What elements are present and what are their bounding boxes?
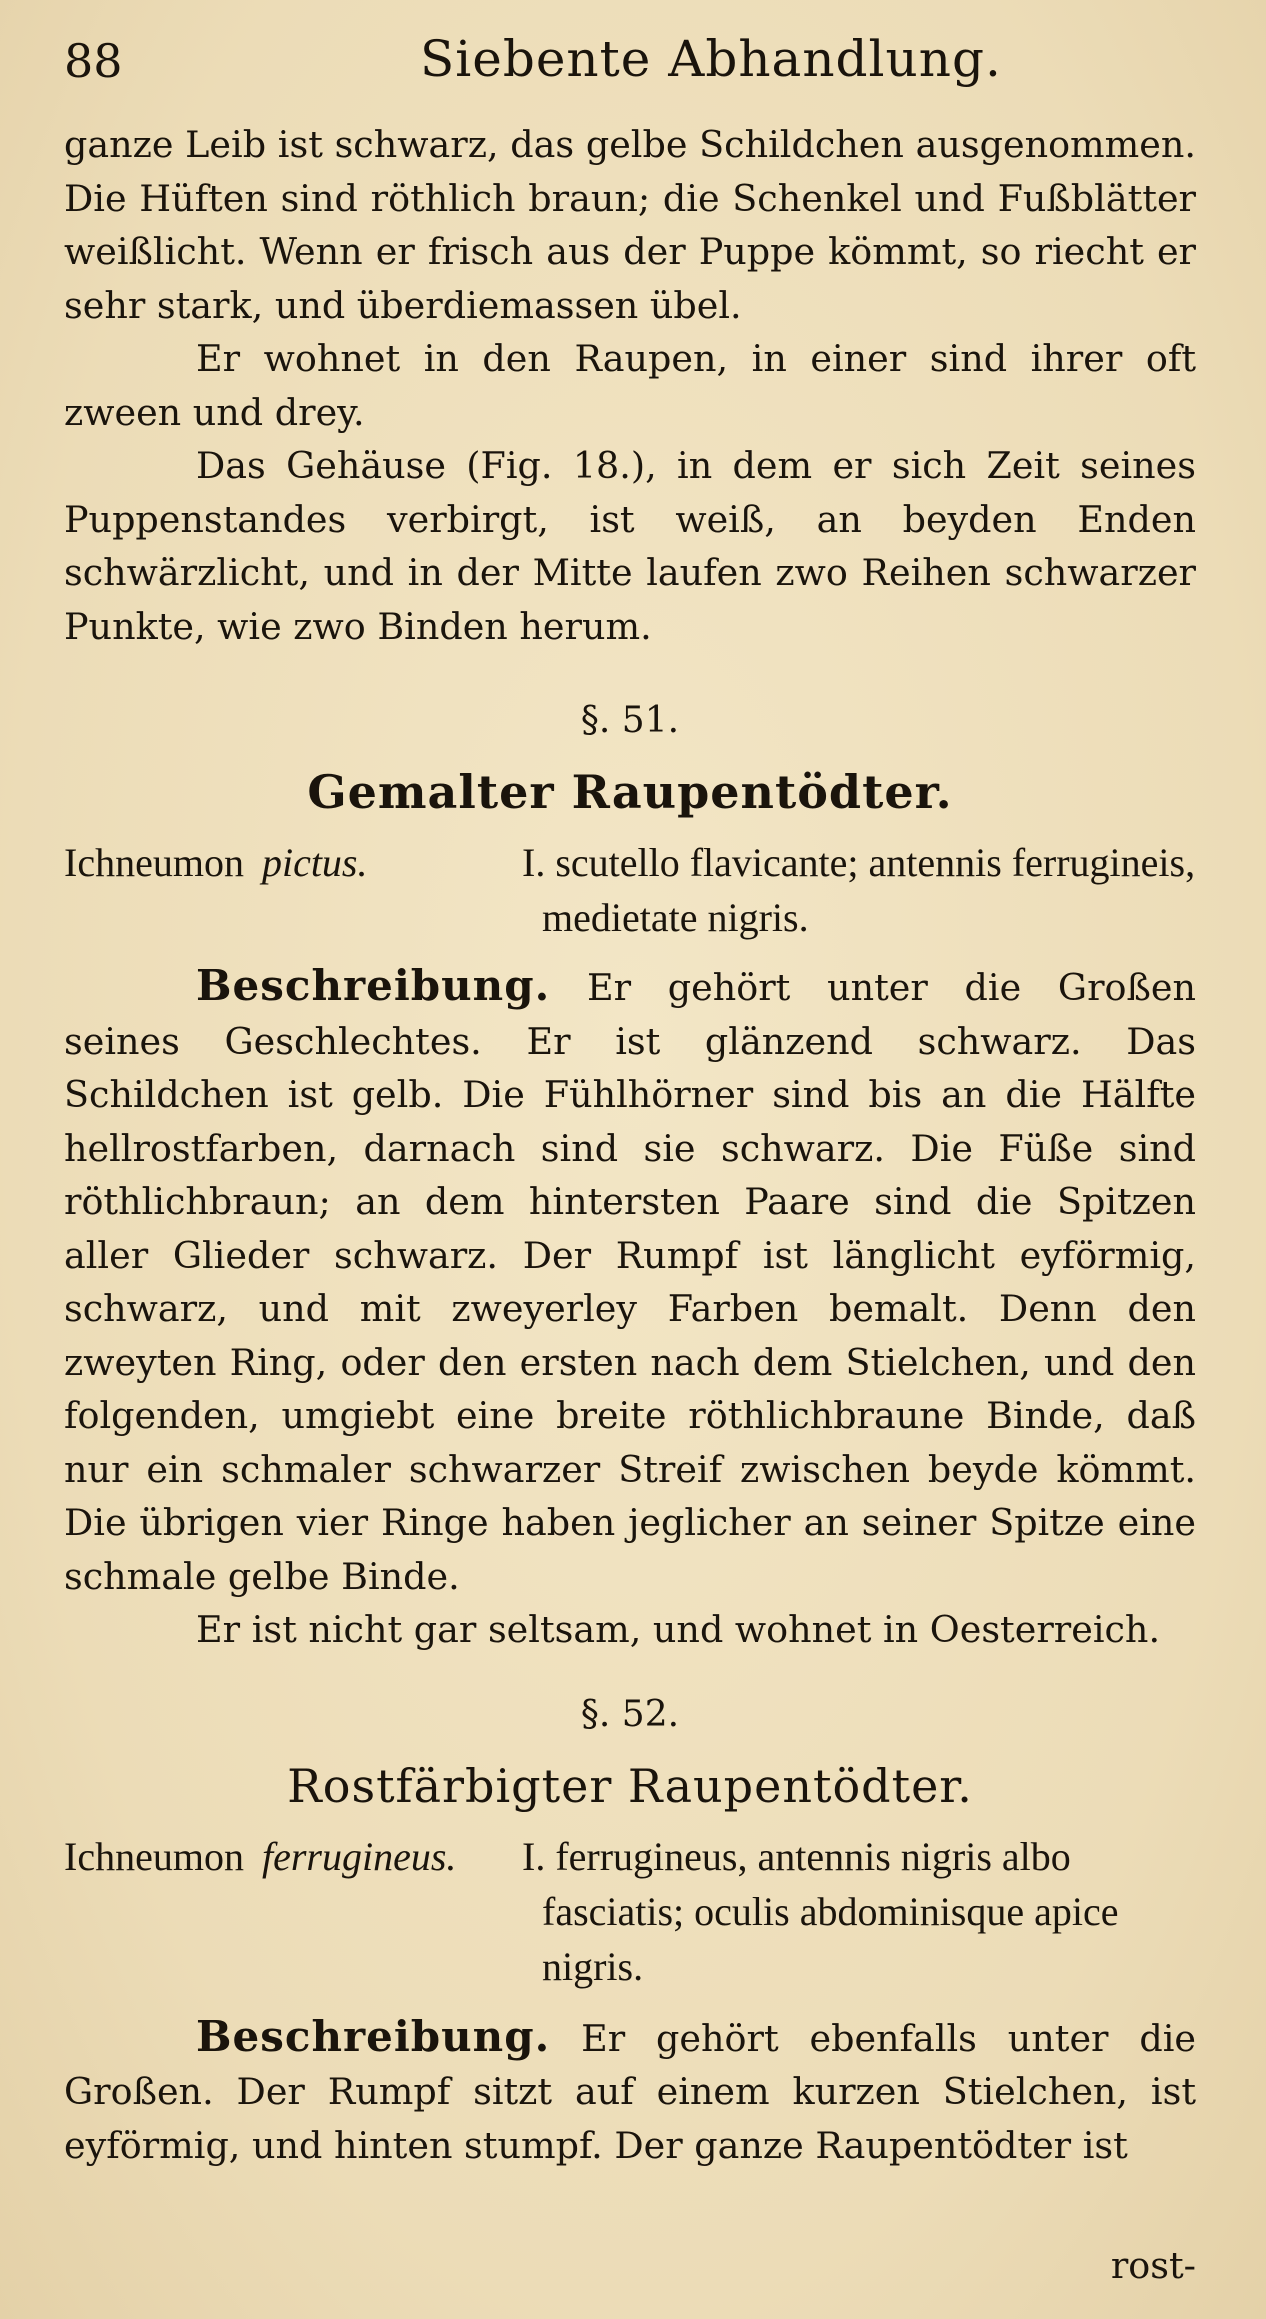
section-title-51: Gemalter Raupentödter. (307, 765, 953, 819)
section-number-52: §. 52. (580, 1693, 680, 1735)
paragraph-habitat: Er wohnet in den Raupen, in einer sind ihrer oft zween und drey. (64, 337, 1196, 434)
latin-diagnosis-52 (64, 1829, 1196, 1994)
description-text: Er gehört ebenfalls unter die Großen. Der Rumpf sitzt auf einem kurzen Stielchen, ist eyförmig, und hinten stumpf. Der ganze Raupentödter ist (64, 2016, 1197, 2167)
diagnosis-text: I. ferrugineus, antennis nigris albo fasciatis; oculis abdominisque apice nigris. (522, 1833, 1119, 1989)
description-52 (64, 2010, 1196, 2173)
description-label: Beschreibung. (196, 961, 551, 1010)
habitat-51: Er ist nicht gar seltsam, und wohnet in Oesterreich. (196, 1608, 1161, 1651)
species-name: ferrugineus. (261, 1833, 457, 1879)
running-title: Siebente Abhandlung. (420, 30, 1002, 88)
description-label: Beschreibung. (196, 2011, 551, 2061)
description-51 (64, 959, 1196, 1603)
paragraph-cocoon: Das Gehäuse (Fig. 18.), in dem er sich Zeit seines Puppenstandes verbirgt, ist weiß, an beyden Enden schwärzlicht, und in der Mitte laufen zwo Reihen schwarzer Punkte, wie zwo Binden herum. (64, 444, 1196, 648)
page-number: 88 (64, 34, 123, 88)
latin-diagnosis-51 (64, 835, 1196, 945)
genus-name: Ichneumon (64, 840, 244, 885)
genus-name: Ichneumon (64, 1833, 244, 1879)
diagnosis-text: I. scutello flavicante; antennis ferrugineis, medietate nigris. (522, 840, 1196, 940)
description-text: Er gehört unter die Großen seines Geschlechtes. Er ist glänzend schwarz. Das Schildchen ist gelb. Die Fühlhörner sind bis an die Hälfte hellrostfarben, darnach sind sie schwarz. Die Füße sind röthlichbraun; an dem hintersten Paare sind die Spitzen aller Glieder schwarz. Der Rumpf ist länglicht eyförmig, schwarz, und mit zweyerley Farben bemalt. Denn den zweyten Ring, oder den ersten nach dem Stielchen, und den folgenden, umgiebt eine breite röthlichbraune Binde, daß nur ein schmaler schwarzer Streif zwischen beyde kömmt. Die übrigen vier Ringe haben jeglicher an seiner Spitze eine schmale gelbe Binde. (64, 966, 1196, 1598)
page-body (64, 118, 1196, 2172)
section-title-52: Rostfärbigter Raupentödter. (287, 1758, 973, 1813)
paragraph-continued: ganze Leib ist schwarz, das gelbe Schildchen ausgenommen. Die Hüften sind röthlich braun; die Schenkel und Fußblätter weißlicht. Wenn er frisch aus der Puppe kömmt, so riecht er sehr stark, und überdiemassen übel. (64, 123, 1196, 327)
page-header (64, 26, 1196, 116)
species-name: pictus. (261, 840, 368, 885)
catchword: rost- (1110, 2244, 1196, 2287)
section-number-51: §. 51. (580, 700, 680, 741)
